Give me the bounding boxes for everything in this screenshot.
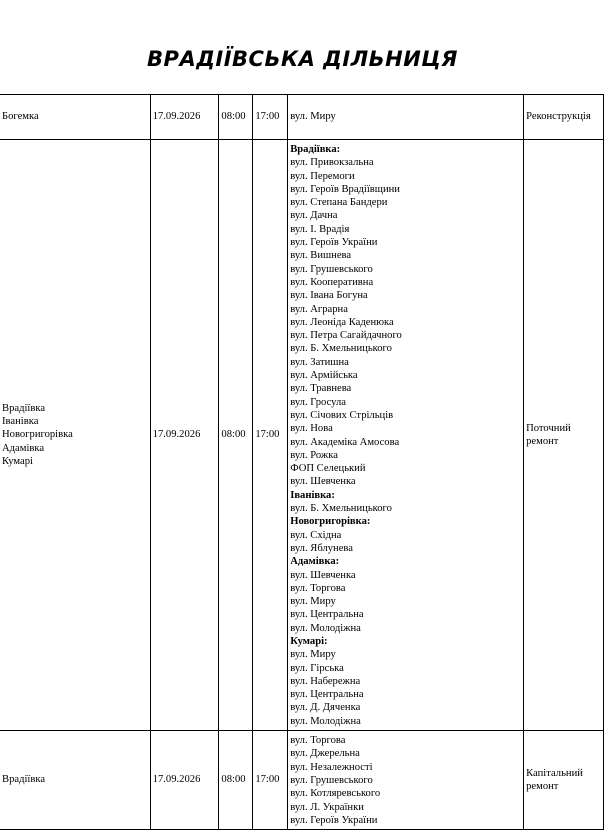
street-item: вул. І. Врадія bbox=[290, 223, 350, 235]
reason-text: Капітальний bbox=[526, 767, 583, 779]
street-item: вул. Леоніда Каденюка bbox=[290, 316, 394, 328]
street-item: вул. Привокзальна bbox=[290, 157, 374, 169]
street-item: вул. Героїв України bbox=[290, 237, 378, 249]
street-item: вул. Аграрна bbox=[290, 303, 348, 315]
group-heading: Новогригорівка: bbox=[290, 516, 371, 528]
reason-cell bbox=[524, 140, 604, 731]
street-item: вул. Затишна bbox=[290, 356, 349, 368]
settlement-cell bbox=[0, 95, 150, 140]
group-heading: Кумарі: bbox=[290, 635, 328, 647]
street-item: вул. Шевченка bbox=[290, 476, 356, 488]
street-item: вул. Перемоги bbox=[290, 170, 355, 182]
street-item: вул. Б. Хмельницького bbox=[290, 343, 392, 355]
page-title: ВРАДІЇВСЬКА ДІЛЬНИЦЯ bbox=[147, 47, 458, 71]
start-time-cell: 08:00 bbox=[219, 95, 253, 140]
end-time-cell: 17:00 bbox=[253, 731, 288, 830]
date-cell: 17.09.2026 bbox=[150, 95, 219, 140]
settlement-name: Врадіївка bbox=[2, 402, 46, 414]
street-item: вул. Л. Українки bbox=[290, 801, 364, 813]
street-item: вул. Миру bbox=[290, 649, 336, 661]
street-item: ФОП Селецький bbox=[290, 463, 366, 475]
street-item: вул. Нова bbox=[290, 423, 333, 435]
street-item: вул. Січових Стрільців bbox=[290, 409, 394, 421]
group-heading: Іванівка: bbox=[290, 489, 335, 501]
reason-text: ремонт bbox=[526, 436, 559, 448]
street-item: вул. Шевченка bbox=[290, 569, 356, 581]
settlement-name: Врадіївка bbox=[2, 774, 46, 786]
street-item: вул. Яблунева bbox=[290, 542, 353, 554]
street-item: вул. Д. Дяченка bbox=[290, 702, 361, 714]
streets-cell bbox=[288, 140, 524, 731]
street-item: вул. Вишнева bbox=[290, 250, 352, 262]
table-row bbox=[0, 95, 604, 140]
street-item: вул. Центральна bbox=[290, 609, 364, 621]
start-time-cell: 08:00 bbox=[219, 731, 253, 830]
street-item: вул. Грушевського bbox=[290, 263, 373, 275]
settlement-cell bbox=[0, 731, 150, 830]
reason-text: ремонт bbox=[526, 781, 559, 793]
table-row bbox=[0, 140, 604, 731]
street-item: вул. Івана Богуна bbox=[290, 290, 368, 302]
date-cell: 17.09.2026 bbox=[150, 140, 219, 731]
group-heading: Врадіївка: bbox=[290, 144, 341, 155]
street-item: вул. Котляревського bbox=[290, 788, 381, 800]
street-item: вул. Героїв Врадіївщини bbox=[290, 183, 400, 195]
table-row bbox=[0, 731, 604, 830]
settlement-name: Іванівка bbox=[2, 416, 39, 428]
reason-text: Поточний bbox=[526, 422, 571, 434]
street-item: вул. Торгова bbox=[290, 735, 346, 747]
settlement-name: Кумарі bbox=[2, 455, 33, 467]
street-item: вул. Степана Бандери bbox=[290, 197, 388, 209]
street-item: вул. Грушевського bbox=[290, 774, 373, 786]
street-item: вул. Армійська bbox=[290, 370, 358, 382]
street-item: вул. Миру bbox=[290, 596, 336, 608]
street-item: вул. Дачна bbox=[290, 210, 338, 222]
streets-cell bbox=[288, 731, 524, 830]
settlement-cell bbox=[0, 140, 150, 731]
street-item: вул. Джерельна bbox=[290, 748, 360, 760]
street-item: вул. Рожка bbox=[290, 449, 338, 461]
streets-cell bbox=[288, 95, 524, 140]
start-time-cell: 08:00 bbox=[219, 140, 253, 731]
end-time-cell: 17:00 bbox=[253, 95, 288, 140]
street-item: вул. Травнева bbox=[290, 383, 352, 395]
street-item: вул. Незалежності bbox=[290, 761, 373, 773]
end-time-cell: 17:00 bbox=[253, 140, 288, 731]
street-item: вул. Кооперативна bbox=[290, 276, 374, 288]
street-item: вул. Гірська bbox=[290, 662, 344, 674]
street-item: вул. Торгова bbox=[290, 582, 346, 594]
settlement-name: Новогригорівка bbox=[2, 429, 73, 441]
reason-cell bbox=[524, 731, 604, 830]
group-heading: Адамівка: bbox=[290, 556, 340, 568]
street-item: вул. Молодіжна bbox=[290, 622, 361, 634]
street-item: вул. Героїв України bbox=[290, 814, 378, 826]
reason-cell: Реконструкція bbox=[524, 95, 604, 140]
settlement-name: Богемка bbox=[2, 111, 39, 123]
street-item: вул. Академіка Амосова bbox=[290, 436, 400, 448]
date-cell: 17.09.2026 bbox=[150, 731, 219, 830]
street-item: вул. Гросула bbox=[290, 396, 346, 408]
street-item: вул. Петра Сагайдачного bbox=[290, 330, 402, 342]
outage-schedule-table bbox=[0, 94, 604, 830]
street-item: вул. Б. Хмельницького bbox=[290, 503, 392, 515]
street-item: вул. Набережна bbox=[290, 675, 361, 687]
street-item: вул. Центральна bbox=[290, 689, 364, 701]
street-item: вул. Молодіжна bbox=[290, 715, 361, 727]
street-item: вул. Миру bbox=[290, 111, 336, 123]
settlement-name: Адамівка bbox=[2, 442, 45, 454]
street-item: вул. Східна bbox=[290, 529, 342, 541]
